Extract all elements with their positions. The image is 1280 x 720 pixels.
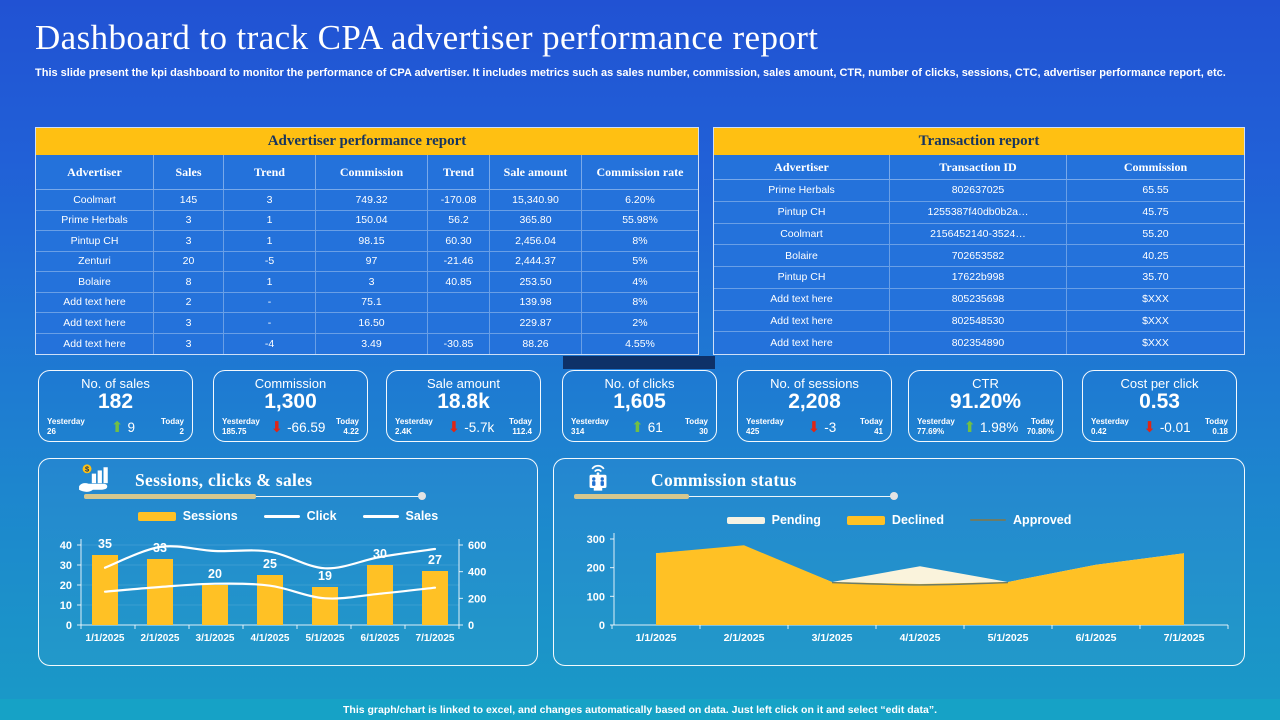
sessions-bar bbox=[147, 559, 173, 625]
table-cell: 1 bbox=[224, 272, 316, 293]
axis-tick-label: 0 bbox=[468, 620, 475, 632]
sessions-bar bbox=[257, 575, 283, 625]
chart-title: Commission status bbox=[651, 470, 797, 490]
table-cell: 2 bbox=[154, 293, 224, 314]
table-cell: 1255387f40db0b2a… bbox=[890, 202, 1067, 224]
kpi-bottom bbox=[571, 417, 708, 437]
table-cell: 17622b998 bbox=[890, 267, 1067, 289]
x-axis-label: 2/1/2025 bbox=[723, 632, 765, 644]
kpi-today-label: Today bbox=[685, 417, 708, 426]
kpi-today-value: 41 bbox=[874, 427, 883, 436]
table-cell: Prime Herbals bbox=[714, 180, 890, 202]
table-cell: 2,456.04 bbox=[490, 231, 582, 252]
kpi-card-cost-per-click[interactable] bbox=[1082, 370, 1237, 442]
table-cell bbox=[428, 313, 490, 334]
table-cell: 8% bbox=[582, 293, 698, 314]
x-axis-label: 5/1/2025 bbox=[305, 633, 345, 644]
table-cell: $XXX bbox=[1142, 337, 1169, 350]
table-cell: - bbox=[224, 313, 316, 334]
trend-down-icon: ⬇ bbox=[807, 418, 821, 436]
footer-note: This graph/chart is linked to excel, and changes automatically based on data. Just left click on it and select “edit data”. bbox=[343, 703, 937, 716]
column-header: Advertiser bbox=[714, 155, 890, 180]
kpi-delta bbox=[1143, 420, 1190, 435]
kpi-today-label: Today bbox=[161, 417, 184, 426]
svg-text:$: $ bbox=[84, 464, 90, 474]
kpi-yesterday bbox=[222, 417, 260, 437]
column-header: Advertiser bbox=[36, 155, 154, 190]
table-row bbox=[36, 190, 698, 211]
table-cell: 16.50 bbox=[316, 313, 428, 334]
table-cell: 4.55% bbox=[625, 337, 655, 350]
table-cell: 1 bbox=[224, 231, 316, 252]
kpi-today-label: Today bbox=[860, 417, 883, 426]
kpi-today-value: 112.4 bbox=[512, 427, 532, 436]
kpi-title: Sale amount bbox=[427, 376, 500, 391]
table-cell: 3 bbox=[316, 272, 428, 293]
sessions-bar bbox=[202, 585, 228, 625]
table-row bbox=[714, 267, 1244, 289]
sessions-bar bbox=[312, 587, 338, 625]
table-cell: 3 bbox=[154, 231, 224, 252]
x-axis-label: 7/1/2025 bbox=[1163, 632, 1205, 644]
selected-kpi-indicator bbox=[563, 356, 715, 369]
x-axis-label: 5/1/2025 bbox=[987, 632, 1029, 644]
bar-value-label: 35 bbox=[98, 537, 112, 551]
kpi-today bbox=[509, 417, 532, 437]
table-cell: Add text here bbox=[36, 334, 154, 355]
kpi-delta-value: 61 bbox=[647, 419, 663, 435]
kpi-card-no-of-sales[interactable] bbox=[38, 370, 193, 442]
trend-down-icon: ⬇ bbox=[1143, 418, 1156, 436]
trend-up-icon: ⬆ bbox=[963, 418, 976, 436]
table-cell: 702653582 bbox=[890, 245, 1067, 267]
trend-down-icon: ⬇ bbox=[270, 418, 284, 436]
table-cell: 145 bbox=[154, 190, 224, 211]
table-cell: 40.85 bbox=[428, 272, 490, 293]
kpi-title: No. of sales bbox=[81, 376, 150, 391]
table-cell: 55.20 bbox=[1067, 224, 1244, 246]
bar-value-label: 30 bbox=[373, 547, 387, 561]
table-cell: 805235698 bbox=[890, 289, 1067, 311]
kpi-yesterday-label: Yesterday bbox=[746, 417, 784, 426]
table-cell: 3 bbox=[224, 190, 316, 211]
kpi-bottom bbox=[47, 417, 184, 437]
kpi-card-commission[interactable] bbox=[213, 370, 368, 442]
kpi-yesterday-label: Yesterday bbox=[47, 417, 85, 426]
kpi-yesterday-value: 425 bbox=[746, 427, 760, 436]
legend-label: Declined bbox=[891, 513, 945, 527]
column-header: Commission bbox=[1067, 155, 1244, 180]
axis-tick-label: 100 bbox=[586, 591, 605, 604]
table-cell: 55.98% bbox=[582, 211, 698, 232]
table-cell: 749.32 bbox=[316, 190, 428, 211]
table-cell: 150.04 bbox=[316, 211, 428, 232]
table-cell: 4% bbox=[582, 272, 698, 293]
table-cell: 45.75 bbox=[1067, 202, 1244, 224]
axis-tick-label: 200 bbox=[468, 593, 487, 606]
table-cell: -5 bbox=[224, 252, 316, 273]
kpi-today-value: 2 bbox=[179, 427, 184, 436]
table-cell: 56.2 bbox=[428, 211, 490, 232]
kpi-yesterday bbox=[746, 417, 784, 437]
kpi-delta-value: 9 bbox=[127, 419, 135, 435]
kpi-title: No. of clicks bbox=[604, 376, 675, 391]
table-cell: 88.26 bbox=[490, 334, 582, 355]
axis-tick-label: 20 bbox=[59, 580, 72, 592]
table-cell: Coolmart bbox=[714, 224, 890, 246]
kpi-bottom bbox=[222, 417, 359, 437]
table-row bbox=[36, 231, 698, 252]
bar-value-label: 20 bbox=[208, 567, 222, 581]
table-cell: 3.49 bbox=[316, 334, 428, 355]
kpi-yesterday-label: Yesterday bbox=[917, 417, 955, 426]
axis-tick-label: 400 bbox=[468, 566, 487, 579]
table-cell: $XXX bbox=[1067, 311, 1244, 333]
table-row bbox=[714, 245, 1244, 267]
kpi-yesterday bbox=[917, 417, 955, 437]
table-cell: - bbox=[224, 293, 316, 314]
x-axis-label: 4/1/2025 bbox=[899, 632, 941, 644]
commission-status-chart[interactable] bbox=[553, 458, 1245, 666]
kpi-card-sale-amount[interactable] bbox=[386, 370, 541, 442]
kpi-delta bbox=[270, 420, 325, 435]
kpi-title: CTR bbox=[972, 376, 999, 391]
table-row bbox=[36, 211, 698, 232]
legend-label: Pending bbox=[771, 513, 821, 527]
x-axis-label: 2/1/2025 bbox=[140, 633, 180, 644]
table-cell: 365.80 bbox=[490, 211, 582, 232]
table-row bbox=[36, 272, 698, 293]
kpi-bottom bbox=[746, 417, 883, 437]
table-cell: 1 bbox=[224, 211, 316, 232]
kpi-delta bbox=[111, 420, 135, 435]
table-row bbox=[714, 224, 1244, 246]
kpi-card-ctr[interactable] bbox=[908, 370, 1063, 442]
table-cell: 802548530 bbox=[890, 311, 1067, 333]
area-chart-plot bbox=[554, 459, 1243, 664]
kpi-bottom bbox=[917, 417, 1054, 437]
column-header: Trend bbox=[428, 155, 490, 190]
table-cell: -30.85 bbox=[428, 334, 490, 355]
sessions-clicks-sales-chart[interactable] bbox=[38, 458, 538, 666]
kpi-yesterday-value: 26 bbox=[47, 427, 56, 436]
table-cell: Add text here bbox=[714, 289, 890, 311]
table-cell: 8 bbox=[154, 272, 224, 293]
column-header: Sales bbox=[154, 155, 224, 190]
axis-tick-label: 40 bbox=[59, 540, 72, 552]
column-header: Transaction ID bbox=[890, 155, 1067, 180]
table-row bbox=[714, 289, 1244, 311]
table-header-row bbox=[36, 155, 698, 190]
table-row bbox=[36, 252, 698, 273]
kpi-title: Commission bbox=[254, 376, 327, 391]
table-body bbox=[36, 190, 698, 354]
table-row bbox=[36, 293, 698, 314]
table-row bbox=[714, 202, 1244, 224]
table-cell: 253.50 bbox=[490, 272, 582, 293]
axis-tick-label: 200 bbox=[586, 562, 605, 575]
table-cell: Bolaire bbox=[714, 245, 890, 267]
kpi-bottom bbox=[395, 417, 532, 437]
table-cell: Pintup CH bbox=[36, 231, 154, 252]
x-axis-label: 1/1/2025 bbox=[635, 632, 677, 644]
table-cell: 15,340.90 bbox=[490, 190, 582, 211]
column-header: Sale amount bbox=[490, 155, 582, 190]
table-cell: 75.1 bbox=[316, 293, 428, 314]
table-cell: 2156452140-3524… bbox=[890, 224, 1067, 246]
table-cell: 3 bbox=[154, 334, 224, 355]
legend-label: Click bbox=[306, 509, 337, 523]
chart-title: Sessions, clicks & sales bbox=[135, 470, 313, 490]
table-cell: 40.25 bbox=[1067, 245, 1244, 267]
kpi-yesterday-label: Yesterday bbox=[222, 417, 260, 426]
table-cell: Zenturi bbox=[36, 252, 154, 273]
table-cell: 35.70 bbox=[1067, 267, 1244, 289]
column-header: Trend bbox=[224, 155, 316, 190]
axis-tick-label: 30 bbox=[59, 560, 72, 572]
transaction-report-table[interactable] bbox=[713, 127, 1245, 355]
kpi-today bbox=[336, 417, 359, 437]
x-axis-label: 3/1/2025 bbox=[195, 633, 235, 644]
kpi-value: 91.20% bbox=[949, 390, 1022, 413]
table-cell: 229.87 bbox=[490, 313, 582, 334]
kpi-today bbox=[685, 417, 708, 437]
table-cell: 65.55 bbox=[1067, 180, 1244, 202]
bar-value-label: 25 bbox=[263, 557, 277, 571]
kpi-delta-value: -0.01 bbox=[1159, 419, 1191, 435]
kpi-delta-value: 1.98% bbox=[979, 419, 1019, 435]
combo-chart-plot bbox=[39, 459, 536, 664]
axis-tick-label: 10 bbox=[59, 600, 72, 612]
table-cell: 802354890 bbox=[890, 332, 1067, 354]
kpi-today bbox=[1027, 417, 1054, 437]
legend-label: Approved bbox=[1013, 513, 1072, 527]
kpi-bottom bbox=[1091, 417, 1228, 437]
kpi-today-label: Today bbox=[336, 417, 359, 426]
table-cell: 20 bbox=[154, 252, 224, 273]
table-cell: Add text here bbox=[714, 332, 890, 354]
x-axis-label: 4/1/2025 bbox=[250, 633, 290, 644]
kpi-card-no-of-sessions[interactable] bbox=[737, 370, 892, 442]
kpi-today-value: 4.22 bbox=[343, 427, 359, 436]
kpi-yesterday bbox=[47, 417, 85, 437]
table-cell bbox=[428, 293, 490, 314]
kpi-value: 0.53 bbox=[1139, 390, 1180, 413]
x-axis-label: 7/1/2025 bbox=[415, 633, 455, 644]
x-axis-label: 6/1/2025 bbox=[1075, 632, 1117, 644]
table-header-row bbox=[714, 155, 1244, 180]
kpi-today-value: 0.18 bbox=[1212, 427, 1228, 436]
kpi-value: 182 bbox=[97, 390, 134, 413]
page-subtitle: This slide present the kpi dashboard to monitor the performance of CPA advertiser. It includes metrics such as sales number, commission, sales amount, CTR, number of clicks, sessions, CTC, advertiser performance report, etc. bbox=[35, 67, 1226, 79]
x-axis-label: 1/1/2025 bbox=[85, 633, 125, 644]
table-cell: 8% bbox=[582, 231, 698, 252]
axis-tick-label: 0 bbox=[65, 620, 72, 632]
table-cell: 3 bbox=[154, 211, 224, 232]
kpi-today-value: 70.80% bbox=[1026, 427, 1054, 436]
table-cell: Add text here bbox=[36, 313, 154, 334]
table-row bbox=[714, 311, 1244, 333]
table-row bbox=[36, 313, 698, 334]
kpi-value: 1,300 bbox=[264, 390, 317, 413]
table-cell: Pintup CH bbox=[714, 267, 890, 289]
kpi-today-label: Today bbox=[1205, 417, 1228, 426]
table-cell: 97 bbox=[316, 252, 428, 273]
table-cell: $XXX bbox=[1067, 289, 1244, 311]
column-header: Commission rate bbox=[582, 155, 698, 190]
trend-down-icon: ⬇ bbox=[447, 418, 461, 436]
bar-value-label: 33 bbox=[153, 541, 167, 555]
kpi-yesterday-value: 2.4K bbox=[395, 427, 412, 436]
kpi-delta bbox=[631, 420, 663, 435]
kpi-today bbox=[161, 417, 184, 437]
kpi-delta bbox=[808, 420, 837, 435]
kpi-delta-value: -66.59 bbox=[287, 419, 326, 435]
table-body bbox=[714, 180, 1244, 354]
table-cell: 2,444.37 bbox=[490, 252, 582, 273]
table-title: Advertiser performance report bbox=[36, 128, 698, 155]
page-title: Dashboard to track CPA advertiser performance report bbox=[35, 18, 819, 57]
kpi-delta-value: -5.7k bbox=[464, 419, 495, 435]
kpi-yesterday bbox=[395, 417, 433, 437]
kpi-yesterday-value: 77.69% bbox=[917, 427, 945, 436]
x-axis-label: 3/1/2025 bbox=[811, 632, 853, 644]
trend-up-icon: ⬆ bbox=[110, 418, 124, 436]
kpi-today-value: 30 bbox=[699, 427, 708, 436]
table-cell: 139.98 bbox=[490, 293, 582, 314]
table-cell: -4 bbox=[224, 334, 316, 355]
kpi-card-no-of-clicks[interactable] bbox=[562, 370, 717, 442]
kpi-yesterday bbox=[571, 417, 609, 437]
kpi-yesterday-value: 0.42 bbox=[1091, 427, 1107, 436]
footer-bar bbox=[0, 699, 1280, 720]
kpi-yesterday-value: 314 bbox=[571, 427, 585, 436]
kpi-title: Cost per click bbox=[1120, 376, 1199, 391]
table-cell: 98.15 bbox=[316, 231, 428, 252]
kpi-delta bbox=[963, 420, 1018, 435]
table-cell: Coolmart bbox=[36, 190, 154, 211]
table-title: Transaction report bbox=[714, 128, 1244, 155]
x-axis-label: 6/1/2025 bbox=[360, 633, 400, 644]
legend-label: Sessions bbox=[182, 509, 238, 523]
table-cell: Pintup CH bbox=[714, 202, 890, 224]
kpi-yesterday bbox=[1091, 417, 1129, 437]
kpi-today bbox=[860, 417, 883, 437]
table-row bbox=[714, 332, 1244, 354]
axis-tick-label: 600 bbox=[468, 540, 487, 552]
table-cell: 802637025 bbox=[890, 180, 1067, 202]
bar-value-label: 27 bbox=[428, 553, 442, 567]
table-cell: Prime Herbals bbox=[36, 211, 154, 232]
kpi-value: 1,605 bbox=[613, 390, 666, 413]
table-cell: 3 bbox=[154, 313, 224, 334]
kpi-value: 18.8k bbox=[437, 390, 490, 413]
kpi-title: No. of sessions bbox=[770, 376, 859, 391]
axis-tick-label: 0 bbox=[598, 620, 605, 632]
kpi-yesterday-value: 185.75 bbox=[222, 427, 247, 436]
table-cell: -21.46 bbox=[428, 252, 490, 273]
sessions-bar bbox=[422, 571, 448, 625]
table-cell: 2% bbox=[582, 313, 698, 334]
column-header: Commission bbox=[316, 155, 428, 190]
table-cell: Add text here bbox=[714, 311, 890, 333]
table-cell: 6.20% bbox=[582, 190, 698, 211]
table-cell: 5% bbox=[582, 252, 698, 273]
table-row bbox=[36, 334, 698, 355]
axis-tick-label: 300 bbox=[586, 534, 605, 546]
kpi-today-label: Today bbox=[1031, 417, 1054, 426]
table-cell: Bolaire bbox=[36, 272, 154, 293]
kpi-delta-value: -3 bbox=[824, 419, 837, 435]
kpi-today bbox=[1205, 417, 1228, 437]
kpi-yesterday-label: Yesterday bbox=[395, 417, 433, 426]
table-cell: 60.30 bbox=[428, 231, 490, 252]
table-cell: -170.08 bbox=[428, 190, 490, 211]
table-cell: Add text here bbox=[36, 293, 154, 314]
kpi-value: 2,208 bbox=[788, 390, 841, 413]
bar-value-label: 19 bbox=[318, 569, 332, 583]
table-row bbox=[714, 180, 1244, 202]
legend-label: Sales bbox=[405, 509, 439, 523]
advertiser-performance-table[interactable] bbox=[35, 127, 699, 355]
kpi-today-label: Today bbox=[509, 417, 532, 426]
kpi-yesterday-label: Yesterday bbox=[571, 417, 609, 426]
trend-up-icon: ⬆ bbox=[631, 418, 644, 436]
kpi-yesterday-label: Yesterday bbox=[1091, 417, 1129, 426]
kpi-delta bbox=[448, 420, 495, 435]
